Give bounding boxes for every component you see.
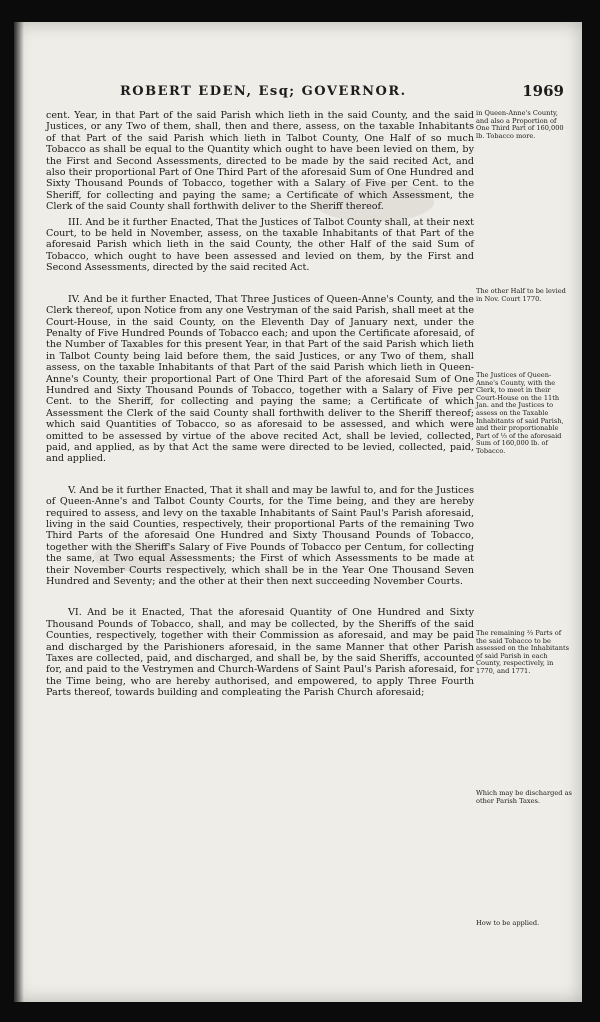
paragraph-section-3: III. And be it further Enacted, That the Justices of Talbot County shall, at their next Court, to be held in November, assess, on the taxable Inhabitants of that Part of the aforesaid Parish which lieth in the said County, the other Half of the said Sum of Tobacco, which ought to have been assessed and levied on them, by the First and Second Assessments, directed by the said recited Act. <box>46 216 474 274</box>
paragraph-continuation: cent. Year, in that Part of the said Parish which lieth in the said County, and the said Justices, or any Two of them, shall, then and there, assess, on the taxable Inhabitants of that Part of the said Parish which lieth in Talbot County, One Half of so much Tobacco as shall be equal to the Quantity which ought to have been levied on them, by the First and Second Assessments, directed to be made by the said recited Act, and also their proportional Part of One Third Part of the aforesaid Sum of One Hundred and Sixty Thousand Pounds of Tobacco, together with a Salary of Five per Cent. to the Sheriff, for collecting and paying the same; a Certificate of which Assessment, the Clerk of the said County shall forthwith deliver to the Sheriff thereof. <box>46 110 474 213</box>
page-edge-shadow <box>14 22 24 1002</box>
margin-note: Which may be discharged as other Parish Taxes. <box>476 789 572 805</box>
document-page <box>14 22 582 1002</box>
margin-note: The other Half to be levied in Nov. Court 1770. <box>476 287 566 303</box>
margin-note: in Queen-Anne's County, and also a Proportion of One Third Part of 160,000 lb. Tobacco more. <box>476 109 564 140</box>
running-header <box>84 84 564 106</box>
paragraph-section-5: V. And be it further Enacted, That it shall and may be lawful to, and for the Justices of Queen-Anne's and Talbot County Courts, for the Time being, and they are hereby required to assess, and levy on the taxable Inhabitants of Saint Paul's Parish aforesaid, living in the said Counties, respectively, their proportional Parts of the remaining Two Third Parts of the aforesaid One Hundred and Sixty Thousand Pounds of Tobacco, together with the Sheriff's Salary of Five Pounds of Tobacco per Centum, for collecting the same, at Two equal Assessments; the First of which Assessments to be made at their November Courts respectively, which shall be in the Year One Thousand Seven Hundred and Seventy; and the other at their then next succeeding November Courts. <box>46 484 474 588</box>
header-title: ROBERT EDEN, Esq; GOVERNOR. <box>120 84 407 99</box>
margin-note: How to be applied. <box>476 919 540 927</box>
margin-note: The remaining ⅔ Parts of the said Tobacco to be assessed on the Inhabitants of said Parish in each County, respectively, in 1770, and 1771. <box>476 629 570 675</box>
page-number: 1969 <box>522 82 564 100</box>
paragraph-section-6: VI. And be it Enacted, That the aforesaid Quantity of One Hundred and Sixty Thousand Pounds of Tobacco, shall, and may be collected, by the Sheriffs of the said Counties, respectively, together with their Commission as aforesaid, and may be paid and discharged by the Parishioners aforesaid, in the same Manner that other Parish Taxes are collected, paid, and discharged, and shall be, by the said Sheriffs, accounted for, and paid to the Vestrymen and Church-Wardens of Saint Paul's Parish aforesaid, for the Time being, who are hereby authorised, and empowered, to apply Three Fourth Parts thereof, towards building and compleating the Parish Church aforesaid; <box>46 607 474 699</box>
paragraph-section-4: IV. And be it further Enacted, That Three Justices of Queen-Anne's County, and the Clerk thereof, upon Notice from any one Vestryman of the said Parish, shall meet at the Court-House, in the said County, on the Eleventh Day of January next, under the Penalty of Five Hundred Pounds of Tobacco each; and upon the Certificate aforesaid, of the Number of Taxables for this present Year, in that Part of the said Parish which lieth in Talbot County being laid before them, the said Justices, or any Two of them, shall assess, on the taxable Inhabitants of that Part of the said Parish which lieth in Queen-Anne's County, their proportional Part of One Third Part of the aforesaid Sum of One Hundred and Sixty Thousand Pounds of Tobacco, together with a Salary of Five per Cent. to the Sheriff, for collecting and paying the same; a Certificate of which Assessment the Clerk of the said County shall forthwith deliver to the Sheriff thereof; which said Quantities of Tobacco, so as aforesaid to be assessed, and which were omitted to be assessed by virtue of the above recited Act, shall be levied, collected, paid, and applied, as by that Act the same were directed to be levied, collected, paid, and applied. <box>46 293 474 465</box>
margin-note: The Justices of Queen-Anne's County, with the Clerk, to meet in their Court-House on the 11th Jan. and the Justices to assess on the Taxable Inhabitants of said Parish, and their proportionable Part of ⅓ of the aforesaid Sum of 160,000 lb. of Tobacco. <box>476 371 564 455</box>
body-text <box>46 110 474 699</box>
